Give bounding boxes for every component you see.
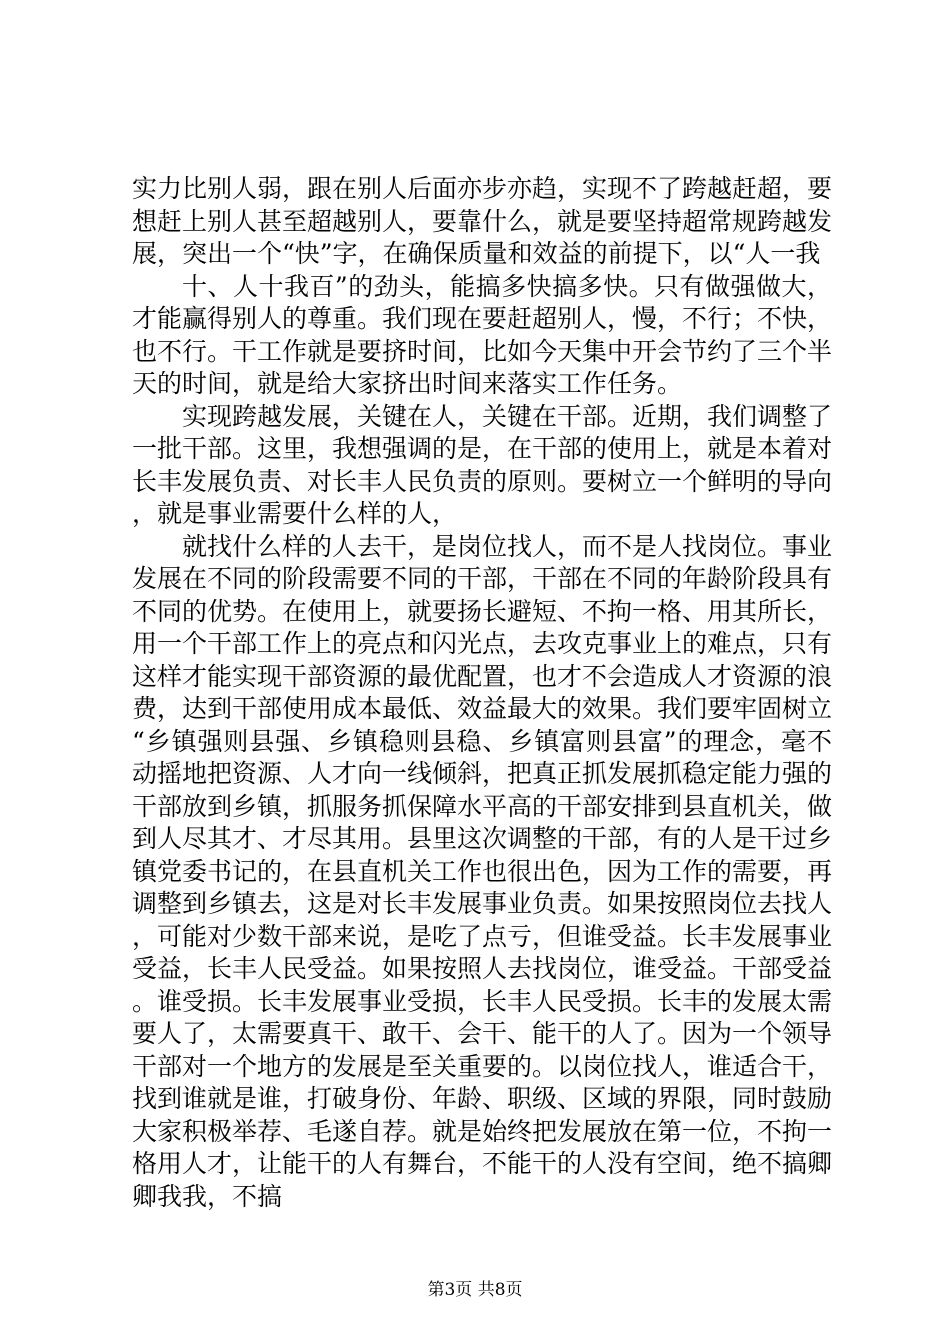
document-body <box>132 173 832 1213</box>
paragraph-2: 十、人十我百”的劲头，能搞多快搞多快。只有做强做大，才能赢得别人的尊重。我们现在要赶超别人，慢，不行；不快，也不行。干工作就是要挤时间，比如今天集中开会节约了三个半天的时间，就是给大家挤出时间来落实工作任务。 <box>132 271 833 398</box>
paragraph-4: 就找什么样的人去干，是岗位找人，而不是人找岗位。事业发展在不同的阶段需要不同的干部，干部在不同的年龄阶段具有不同的优势。在使用上，就要扬长避短、不拘一格、用其所长，用一个干部工作上的亮点和闪光点，去攻克事业上的难点，只有这样才能实现干部资源的最优配置，也才不会造成人才资源的浪费，达到干部使用成本最低、效益最大的效果。我们要牢固树立“乡镇强则县强、乡镇稳则县稳、乡镇富则县富”的理念，毫不动摇地把资源、人才向一线倾斜，把真正抓发展抓稳定能力强的干部放到乡镇，抓服务抓保障水平高的干部安排到县直机关，做到人尽其才、才尽其用。县里这次调整的干部，有的人是干过乡镇党委书记的，在县直机关工作也很出色，因为工作的需要，再调整到乡镇去，这是对长丰发展事业负责。如果按照岗位去找人，可能对少数干部来说，是吃了点亏，但谁受益。长丰发展事业受益，长丰人民受益。如果按照人去找岗位，谁受益。干部受益。谁受损。长丰发展事业受损，长丰人民受损。长丰的发展太需要人了，太需要真干、敢干、会干、能干的人了。因为一个领导干部对一个地方的发展是至关重要的。以岗位找人，谁适合干，找到谁就是谁，打破身份、年龄、职级、区域的界限，同时鼓励大家积极举荐、毛遂自荐。就是始终把发展放在第一位，不拘一格用人才，让能干的人有舞台，不能干的人没有空间，绝不搞卿卿我我，不搞 <box>132 531 833 1211</box>
paragraph-1: 实力比别人弱，跟在别人后面亦步亦趋，实现不了跨越赶超，要想赶上别人甚至超越别人，要靠什么，就是要坚持超常规跨越发展，突出一个“快”字，在确保质量和效益的前提下，以“人一我 <box>132 174 833 268</box>
page-number-footer: 第3页 共8页 <box>427 1280 523 1300</box>
paragraph-3: 实现跨越发展，关键在人，关键在干部。近期，我们调整了一批干部。这里，我想强调的是，在干部的使用上，就是本着对长丰发展负责、对长丰人民负责的原则。要树立一个鲜明的导向，就是事业需要什么样的人， <box>132 401 833 528</box>
